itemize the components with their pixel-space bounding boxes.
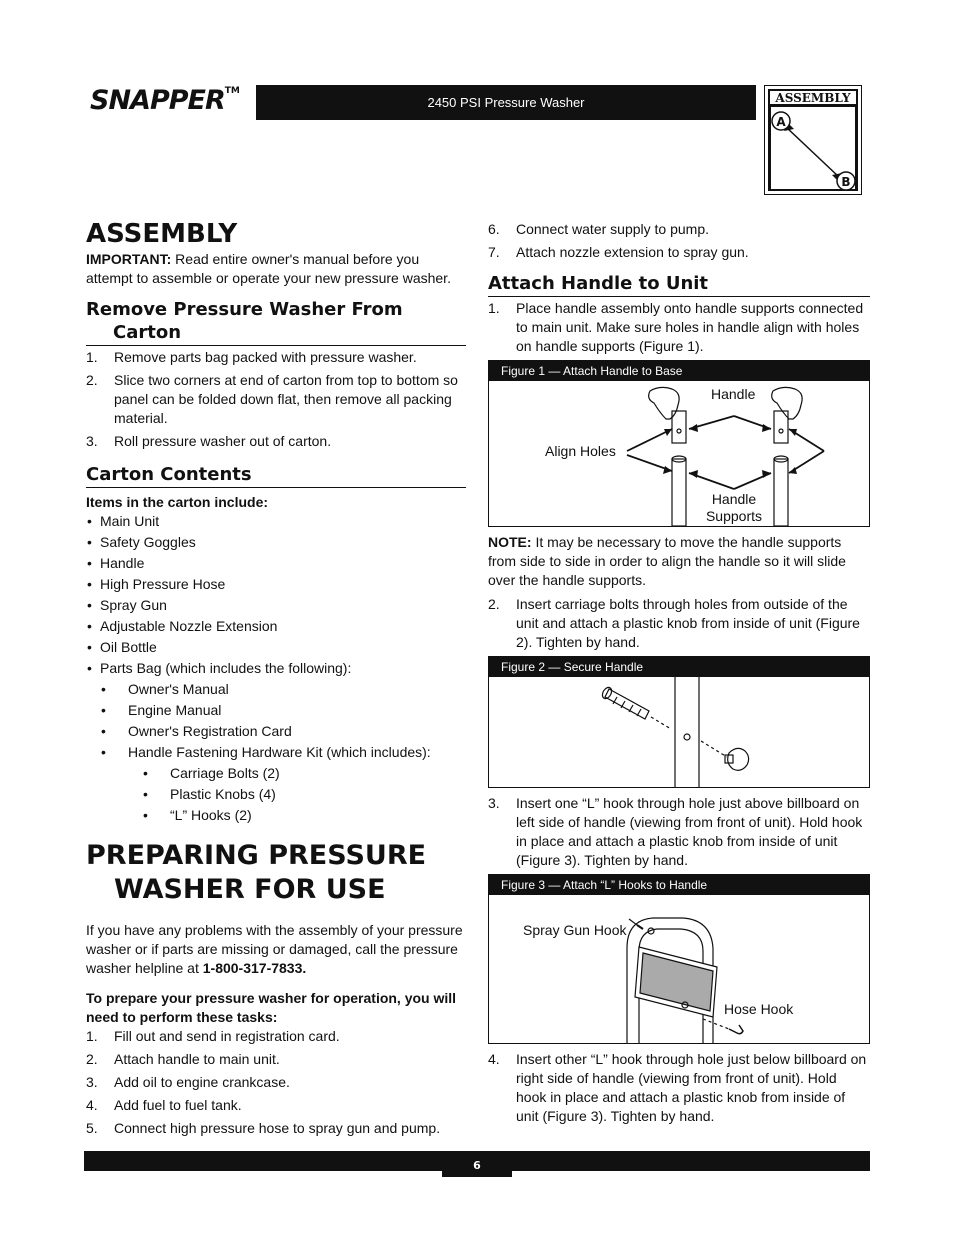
handle-step3-list [488, 794, 870, 870]
figure-3-body [489, 895, 869, 1043]
assembly-badge-icon [764, 85, 862, 195]
bullet-icon: • [101, 702, 106, 718]
step-number: 3. [86, 1074, 98, 1090]
handle-step-3 [488, 794, 870, 870]
bullet-icon: • [101, 681, 106, 697]
bullet-icon: • [87, 597, 92, 613]
bullet-icon: • [143, 765, 148, 781]
assembly-title: ASSEMBLY [86, 219, 238, 249]
list-item-text: Adjustable Nozzle Extension [100, 618, 278, 634]
list-item [86, 722, 466, 741]
handle-step2-list [488, 595, 870, 652]
list-item [86, 617, 466, 636]
step-text: Fill out and send in registration card. [114, 1028, 340, 1044]
list-item-text: “L” Hooks (2) [170, 807, 252, 823]
list-item [86, 596, 466, 615]
step-number: 5. [86, 1120, 98, 1136]
attach-handle-heading: Attach Handle to Unit [488, 272, 870, 297]
figure-3-title: Figure 3 — Attach “L” Hooks to Handle [489, 875, 869, 895]
step-number: 7. [488, 244, 500, 260]
step-text: Roll pressure washer out of carton. [114, 433, 332, 449]
list-item [488, 220, 870, 239]
step-number: 1. [488, 300, 500, 316]
step-text: Insert other “L” hook through hole just below billboard on right side of handle (viewing from front of unit). Hold hook in place and attach a plastic knob from inside of unit (Figure 3). Tighten by hand. [516, 1051, 867, 1124]
l-hooks-illustration [489, 895, 869, 1043]
remove-title-line2: Carton [113, 322, 182, 343]
list-item [86, 432, 466, 451]
handle-step-2 [488, 595, 870, 652]
step-number: 2. [86, 372, 98, 388]
figure-2-title: Figure 2 — Secure Handle [489, 657, 869, 677]
list-item [86, 554, 466, 573]
figure-1-title: Figure 1 — Attach Handle to Base [489, 361, 869, 381]
important-text: Read entire owner's manual before you attempt to assemble or operate your new pressure washer. [86, 251, 451, 286]
step-number: 3. [86, 433, 98, 449]
list-item [86, 512, 466, 531]
step-text: Slice two corners at end of carton from top to bottom so panel can be folded down flat, then remove all packing material. [114, 372, 458, 426]
prep-steps-cont-list [488, 220, 870, 262]
list-item-text: Oil Bottle [100, 639, 157, 655]
list-item [86, 371, 466, 428]
step-text: Remove parts bag packed with pressure washer. [114, 349, 417, 365]
step-text: Add fuel to fuel tank. [114, 1097, 242, 1113]
remove-title-line1: Remove Pressure Washer From [86, 299, 403, 320]
note-label: NOTE: [488, 534, 532, 550]
figure-1-body [489, 381, 869, 526]
list-item [86, 701, 466, 720]
handle-step-1 [488, 299, 870, 356]
list-item-text: High Pressure Hose [100, 576, 226, 592]
list-item [86, 806, 466, 825]
bullet-icon: • [87, 660, 92, 676]
list-item [86, 1050, 466, 1069]
left-column [86, 218, 466, 1142]
note-text: It may be necessary to move the handle supports from side to side in order to align the handle so it will slide over the handle supports. [488, 534, 846, 588]
list-item-text: Carriage Bolts (2) [170, 765, 280, 781]
list-item [86, 1073, 466, 1092]
parts-list [86, 680, 466, 762]
fig3-label-hose: Hose Hook [724, 1001, 794, 1017]
carton-contents-heading: Carton Contents [86, 463, 466, 488]
important-paragraph [86, 250, 466, 288]
badge-a: A [776, 115, 786, 129]
badge-b: B [841, 175, 851, 189]
list-item-text: Parts Bag (which includes the following): [100, 660, 352, 676]
fig1-label-align: Align Holes [545, 443, 616, 459]
step-text: Place handle assembly onto handle supports connected to main unit. Make sure holes in handle align with holes on handle supports (Figure 1). [516, 300, 864, 354]
assembly-badge [764, 85, 862, 195]
figure-3 [488, 874, 870, 1044]
step-number: 6. [488, 221, 500, 237]
list-item [86, 348, 466, 367]
list-item [86, 659, 466, 678]
bullet-icon: • [143, 807, 148, 823]
important-label: IMPORTANT: [86, 251, 172, 267]
list-item-text: Spray Gun [100, 597, 167, 613]
bullet-icon: • [87, 513, 92, 529]
prep-intro [86, 989, 466, 1027]
list-item [86, 575, 466, 594]
list-item-text: Handle [100, 555, 145, 571]
step-number: 2. [86, 1051, 98, 1067]
prep-intro-text: To prepare your pressure washer for operation, you will need to perform these tasks: [86, 990, 457, 1025]
fig1-label-handle: Handle [711, 386, 756, 402]
list-item [86, 764, 466, 783]
step-number: 4. [488, 1051, 500, 1067]
preparing-title-line1: PREPARING PRESSURE [86, 840, 427, 871]
badge-label: ASSEMBLY [775, 91, 851, 105]
list-item-text: Plastic Knobs (4) [170, 786, 276, 802]
step-number: 3. [488, 795, 500, 811]
header-bar [256, 85, 756, 120]
secure-handle-illustration [489, 677, 869, 787]
step-text: Attach nozzle extension to spray gun. [516, 244, 749, 260]
step-number: 4. [86, 1097, 98, 1113]
contents-intro-text: Items in the carton include: [86, 494, 269, 510]
bullet-icon: • [87, 534, 92, 550]
step-text: Connect water supply to pump. [516, 221, 709, 237]
snapper-logo [90, 86, 250, 116]
bullet-icon: • [87, 618, 92, 634]
fig1-label-supports [699, 491, 769, 525]
figure-2-body [489, 677, 869, 787]
list-item-text: Handle Fastening Hardware Kit (which includes): [128, 744, 431, 760]
list-item [86, 743, 466, 762]
page-number: 6 [442, 1151, 512, 1177]
step-number: 1. [86, 349, 98, 365]
header-title: 2450 PSI Pressure Washer [427, 95, 585, 110]
bullet-icon: • [87, 576, 92, 592]
handle-step4-list [488, 1050, 870, 1126]
list-item [86, 533, 466, 552]
fig1-label-supports-line2: Supports [705, 508, 763, 524]
step-text: Attach handle to main unit. [114, 1051, 280, 1067]
list-item [86, 785, 466, 804]
helpline-text: If you have any problems with the assembly of your pressure washer or if parts are missing or damaged, call the pressure washer helpline at [86, 922, 463, 976]
step-text: Connect high pressure hose to spray gun and pump. [114, 1120, 441, 1136]
list-item [86, 1119, 466, 1138]
fig3-label-spray: Spray Gun Hook [523, 922, 627, 938]
bullet-icon: • [87, 639, 92, 655]
step-number: 1. [86, 1028, 98, 1044]
step-text: Insert one “L” hook through hole just above billboard on left side of handle (viewing from front of unit). Hold hook in place and attach a plastic knob from inside of unit (Figure 3). Tighten by hand. [516, 795, 863, 868]
helpline-phone: 1-800-317-7833. [202, 960, 307, 976]
step-text: Add oil to engine crankcase. [114, 1074, 290, 1090]
prep-steps-list [86, 1027, 466, 1138]
contents-intro [86, 493, 466, 512]
helpline-paragraph [86, 921, 466, 978]
handle-step1-list [488, 299, 870, 356]
list-item [488, 243, 870, 262]
remove-steps-list [86, 348, 466, 451]
figure-2 [488, 656, 870, 788]
list-item-text: Owner's Registration Card [128, 723, 292, 739]
handle-step-4 [488, 1050, 870, 1126]
list-item [86, 638, 466, 657]
list-item-text: Safety Goggles [100, 534, 196, 550]
bullet-icon: • [101, 744, 106, 760]
list-item [86, 680, 466, 699]
step-text: Insert carriage bolts through holes from outside of the unit and attach a plastic knob from inside of unit (Figure 2). Tighten by hand. [516, 596, 860, 650]
list-item-text: Engine Manual [128, 702, 222, 718]
contents-list [86, 512, 466, 678]
list-item [86, 1096, 466, 1115]
logo-text: SNAPPER [90, 85, 225, 116]
remove-carton-heading [86, 298, 466, 346]
preparing-title-line2: WASHER FOR USE [114, 874, 386, 905]
fig1-label-supports-line1: Handle [711, 491, 757, 507]
right-column [488, 220, 870, 1130]
logo-tm: TM [224, 86, 240, 96]
bullet-icon: • [101, 723, 106, 739]
bullet-icon: • [143, 786, 148, 802]
list-item [86, 1027, 466, 1046]
bullet-icon: • [87, 555, 92, 571]
hardware-list [86, 764, 466, 825]
note-paragraph [488, 533, 870, 590]
list-item-text: Owner's Manual [128, 681, 229, 697]
figure-1 [488, 360, 870, 527]
list-item-text: Main Unit [100, 513, 160, 529]
step-number: 2. [488, 596, 500, 612]
preparing-title [86, 839, 466, 907]
